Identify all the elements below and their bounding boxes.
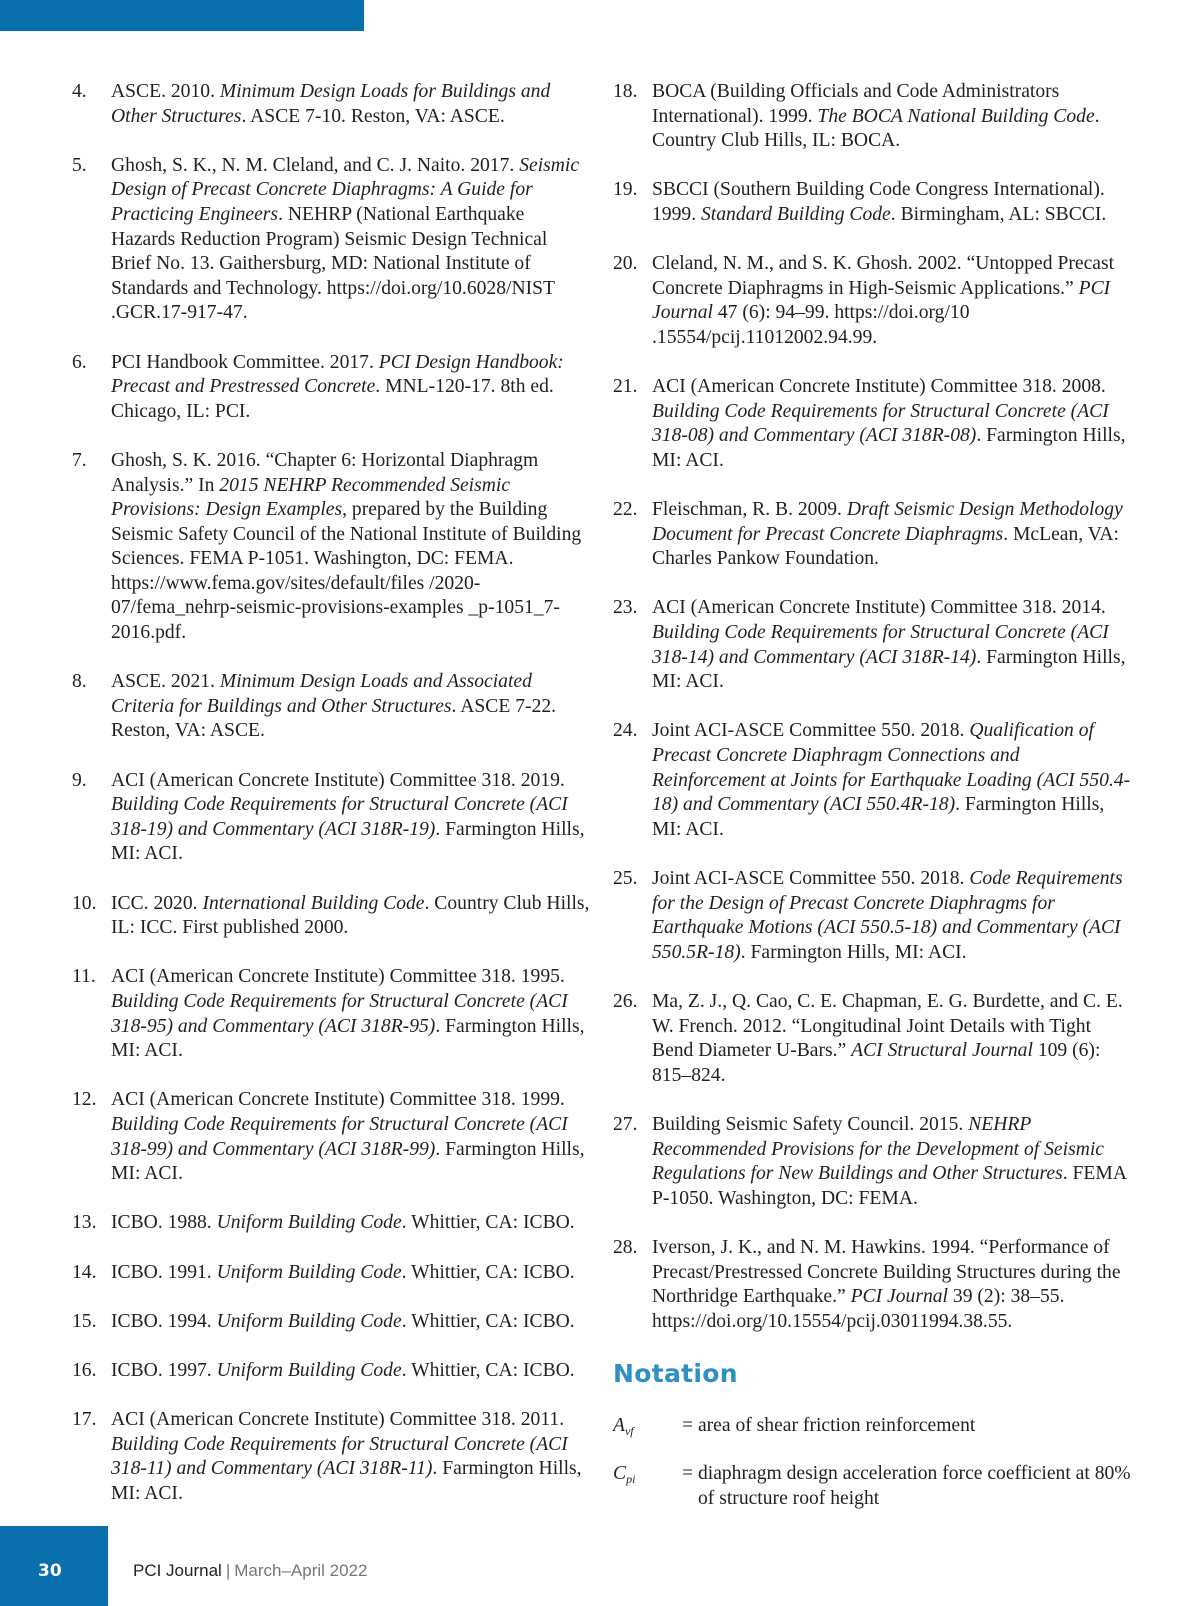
reference-text: , prepared by the Building Seismic Safety Council of the National Institute of Building Sciences. FEMA P-1051. Washington, DC: FEMA. https://www.fema.gov/sites/default/files /2020-07/fema_nehrp-seismic-provisions-examples _p-1051_7-2016.pdf.	[111, 499, 582, 644]
reference-number: 7.	[72, 449, 87, 471]
reference-text: ASCE. 2010.	[111, 81, 220, 102]
reference-text: Iverson, J. K., and N. M. Hawkins. 1994. “Performance of Precast/Prestressed Concrete Building Structures during the Northridge Earthquake.”	[652, 1236, 1121, 1308]
reference-text: . Farmington Hills, MI: ACI.	[111, 1458, 582, 1504]
reference-number: 4.	[72, 81, 87, 102]
reference-number: 10.	[72, 892, 97, 914]
reference-number: 16.	[72, 1359, 97, 1381]
reference-number: 19.	[613, 179, 638, 201]
reference-number: 9.	[72, 769, 87, 791]
references-column-left	[72, 80, 590, 1531]
reference-number: 25.	[613, 868, 638, 889]
reference-title: Building Code Requirements for Structural Concrete (ACI 318-19) and Commentary (ACI 318R-19)	[111, 794, 568, 840]
header-accent-bar	[0, 0, 364, 31]
reference-number: 18.	[613, 81, 638, 102]
reference-text: . Farmington Hills, MI: ACI.	[111, 1015, 585, 1062]
reference-text: . Birmingham, AL: SBCCI.	[890, 203, 1107, 225]
reference-item	[613, 596, 1133, 694]
references-column-right	[613, 80, 1133, 1536]
reference-text: . Farmington Hills, MI: ACI.	[111, 818, 585, 865]
reference-title: Qualification of Precast Concrete Diaphragm Connections and Reinforcement at Joints for Earthquake Loading (ACI 550.4-18) and Commentary (ACI 550.4R-18)	[652, 720, 1131, 816]
reference-text: . Whittier, CA: ICBO.	[401, 1212, 575, 1234]
footer-separator: |	[225, 1561, 231, 1580]
reference-text: Ghosh, S. K. 2016. “Chapter 6: Horizontal Diaphragm Analysis.” In	[111, 449, 539, 496]
page-number: 30	[38, 1561, 62, 1581]
reference-title: Uniform Building Code	[216, 1310, 402, 1332]
reference-text: . Farmington Hills, MI: ACI.	[740, 941, 967, 963]
reference-item	[613, 178, 1133, 227]
notation-heading: Notation	[613, 1358, 738, 1388]
journal-name: PCI Journal	[133, 1561, 222, 1580]
reference-number: 12.	[72, 1089, 97, 1111]
reference-item	[72, 351, 590, 425]
reference-number: 11.	[72, 966, 96, 988]
reference-item	[72, 80, 590, 129]
reference-number: 14.	[72, 1261, 97, 1283]
reference-number: 28.	[613, 1236, 638, 1258]
reference-item	[72, 1310, 590, 1335]
reference-text: . Whittier, CA: ICBO.	[401, 1359, 575, 1381]
reference-text: . Whittier, CA: ICBO.	[401, 1310, 575, 1332]
reference-number: 17.	[72, 1409, 97, 1431]
reference-number: 13.	[72, 1212, 97, 1234]
reference-text: Fleischman, R. B. 2009.	[652, 499, 847, 521]
reference-number: 8.	[72, 671, 87, 693]
reference-text: ICBO. 1994.	[111, 1310, 217, 1332]
reference-title: Seismic Design of Precast Concrete Diaphragms: A Guide for Practicing Engineers	[111, 154, 580, 225]
reference-title: Uniform Building Code	[216, 1212, 402, 1234]
reference-text: ICBO. 1988.	[111, 1212, 217, 1234]
reference-item	[613, 990, 1133, 1088]
reference-text: Ma, Z. J., Q. Cao, C. E. Chapman, E. G. Burdette, and C. E. W. French. 2012. “Longitudinal Joint Details with Tight Bend Diameter U-Bars.”	[652, 990, 1123, 1062]
reference-text: . Whittier, CA: ICBO.	[401, 1261, 575, 1283]
reference-text: . MNL-120-17. 8th ed. Chicago, IL: PCI.	[111, 376, 554, 422]
reference-text: . ASCE 7-10. Reston, VA: ASCE.	[241, 105, 505, 127]
reference-number: 26.	[613, 990, 638, 1012]
reference-text: Building Seismic Safety Council. 2015.	[652, 1113, 969, 1135]
notation-row	[613, 1462, 1133, 1511]
reference-title: NEHRP Recommended Provisions for the Development of Seismic Regulations for New Buildings and Other Structures	[652, 1113, 1104, 1185]
reference-title: Uniform Building Code	[216, 1359, 402, 1381]
reference-item	[72, 670, 590, 744]
notation-definition: = diaphragm design acceleration force coefficient at 80% of structure roof height	[682, 1463, 1131, 1510]
reference-text: . Farmington Hills, MI: ACI.	[111, 1138, 585, 1185]
reference-text: ACI (American Concrete Institute) Committee 318. 2014.	[652, 597, 1106, 619]
reference-item	[72, 154, 590, 326]
reference-title: Minimum Design Loads for Buildings and Other Structures	[111, 81, 551, 127]
reference-item	[72, 892, 590, 941]
reference-text: . Farmington Hills, MI: ACI.	[652, 425, 1126, 471]
reference-text: . Farmington Hills, MI: ACI.	[652, 646, 1126, 693]
reference-item	[72, 1211, 590, 1236]
reference-title: ACI Structural Journal	[851, 1040, 1033, 1062]
reference-item	[613, 80, 1133, 154]
reference-number: 5.	[72, 154, 87, 176]
reference-item	[613, 867, 1133, 965]
footer-journal-info	[133, 1561, 368, 1581]
reference-title: Draft Seismic Design Methodology Document for Precast Concrete Diaphragms	[652, 499, 1123, 545]
reference-number: 24.	[613, 720, 638, 742]
reference-item	[72, 1088, 590, 1186]
reference-number: 21.	[613, 376, 638, 398]
reference-text: . Country Club Hills, IL: BOCA.	[652, 105, 1100, 152]
reference-text: ACI (American Concrete Institute) Committee 318. 2019.	[111, 769, 565, 791]
reference-number: 22.	[613, 499, 638, 521]
reference-item	[72, 769, 590, 867]
issue-date: March–April 2022	[234, 1561, 368, 1580]
reference-title: 2015 NEHRP Recommended Seismic Provisions: Design Examples	[111, 474, 511, 521]
reference-text: 39 (2): 38–55. https://doi.org/10.15554/pcij.03011994.38.55.	[652, 1286, 1065, 1332]
reference-title: Code Requirements for the Design of Precast Concrete Diaphragms for Earthquake Motions (ACI 550.5-18) and Commentary (ACI 550.5R-18)	[652, 868, 1123, 963]
notation-symbol: $A_{vf}$	[613, 1414, 634, 1438]
notation-definition: = area of shear friction reinforcement	[682, 1414, 976, 1436]
reference-text: Joint ACI-ASCE Committee 550. 2018.	[652, 868, 970, 889]
reference-number: 20.	[613, 253, 638, 275]
reference-item	[72, 965, 590, 1063]
reference-item	[72, 449, 590, 646]
reference-title: Building Code Requirements for Structural Concrete (ACI 318-08) and Commentary (ACI 318R-08)	[652, 400, 1109, 447]
reference-text: ICBO. 1991.	[111, 1261, 217, 1283]
reference-text: 109 (6): 815–824.	[652, 1040, 1101, 1086]
reference-text: . McLean, VA: Charles Pankow Foundation.	[652, 523, 1119, 570]
reference-number: 6.	[72, 351, 87, 373]
reference-text: . Farmington Hills, MI: ACI.	[652, 794, 1105, 840]
reference-title: Building Code Requirements for Structural Concrete (ACI 318-14) and Commentary (ACI 318R-14)	[652, 622, 1109, 668]
reference-text: SBCCI (Southern Building Code Congress International). 1999.	[652, 179, 1105, 225]
reference-title: PCI Journal	[850, 1286, 948, 1308]
reference-text: . FEMA P-1050. Washington, DC: FEMA.	[652, 1163, 1126, 1209]
reference-title: International Building Code	[202, 892, 425, 914]
reference-number: 27.	[613, 1113, 638, 1135]
reference-item	[613, 719, 1133, 842]
reference-item	[613, 375, 1133, 473]
reference-text: 47 (6): 94–99. https://doi.org/10 .15554/pcij.11012002.94.99.	[652, 302, 970, 348]
reference-text: . ASCE 7-22. Reston, VA: ASCE.	[111, 695, 557, 742]
reference-title: Standard Building Code	[700, 203, 891, 225]
reference-number: 23.	[613, 597, 638, 619]
reference-title: The BOCA National Building Code	[817, 105, 1095, 127]
reference-title: Building Code Requirements for Structural Concrete (ACI 318-11) and Commentary (ACI 318R-11)	[111, 1433, 568, 1480]
reference-text: . NEHRP (National Earthquake Hazards Reduction Program) Seismic Design Technical Brief No. 13. Gaithersburg, MD: National Institute of Standards and Technology. https://doi.org/10.6028/NIST .GCR.17-917-47.	[111, 203, 555, 324]
reference-number: 15.	[72, 1310, 97, 1332]
reference-title: Building Code Requirements for Structural Concrete (ACI 318-99) and Commentary (ACI 318R-99)	[111, 1113, 568, 1160]
reference-title: PCI Journal	[652, 277, 1111, 324]
reference-item	[72, 1408, 590, 1506]
reference-title: PCI Design Handbook: Precast and Prestressed Concrete	[111, 351, 564, 398]
reference-text: ASCE. 2021.	[111, 671, 220, 693]
reference-item	[613, 1236, 1133, 1334]
reference-text: ICC. 2020.	[111, 892, 203, 914]
reference-text: ACI (American Concrete Institute) Committee 318. 1999.	[111, 1089, 565, 1111]
reference-text: Joint ACI-ASCE Committee 550. 2018.	[652, 720, 970, 742]
reference-text: PCI Handbook Committee. 2017.	[111, 351, 379, 373]
reference-text: Ghosh, S. K., N. M. Cleland, and C. J. Naito. 2017.	[111, 154, 520, 176]
reference-text: ACI (American Concrete Institute) Committee 318. 2011.	[111, 1409, 565, 1431]
reference-title: Minimum Design Loads and Associated Criteria for Buildings and Other Structures	[111, 671, 532, 717]
notation-symbol: $C_{pi}$	[613, 1463, 636, 1487]
reference-item	[613, 1113, 1133, 1211]
reference-item	[613, 252, 1133, 350]
reference-text: Cleland, N. M., and S. K. Ghosh. 2002. “Untopped Precast Concrete Diaphragms in High-Seismic Applications.”	[652, 253, 1115, 299]
reference-text: ICBO. 1997.	[111, 1359, 217, 1381]
reference-item	[72, 1359, 590, 1384]
reference-title: Uniform Building Code	[216, 1261, 402, 1283]
reference-item	[72, 1261, 590, 1286]
reference-item	[613, 498, 1133, 572]
reference-text: ACI (American Concrete Institute) Committee 318. 2008.	[652, 376, 1106, 398]
reference-text: BOCA (Building Officials and Code Administrators International). 1999.	[652, 81, 1060, 127]
reference-title: Building Code Requirements for Structural Concrete (ACI 318-95) and Commentary (ACI 318R-95)	[111, 990, 568, 1037]
notation-row	[613, 1414, 1133, 1439]
reference-text: . Country Club Hills, IL: ICC. First published 2000.	[111, 892, 590, 939]
reference-text: ACI (American Concrete Institute) Committee 318. 1995.	[111, 966, 565, 988]
